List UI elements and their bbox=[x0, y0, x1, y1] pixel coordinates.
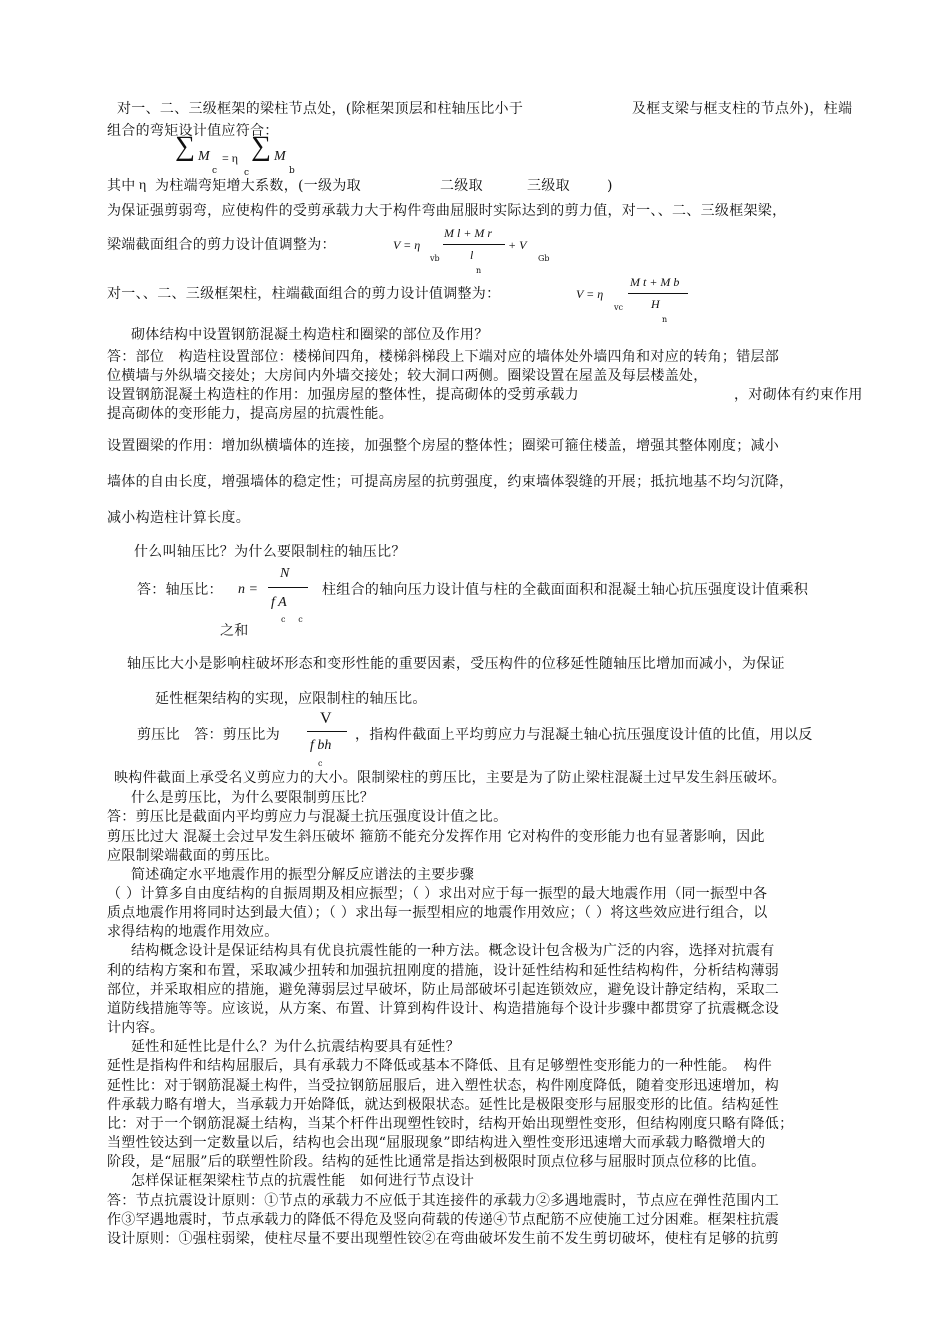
formula-subscript: c bbox=[318, 759, 323, 768]
formula-denominator: f bh bbox=[310, 738, 332, 753]
fraction-bar bbox=[443, 244, 505, 245]
formula-symbol: V = η bbox=[576, 287, 604, 301]
text-line: 道防线措施等等。应该说，从方案、布置、计算到构件设计、构造措施每个设计步骤中都贯穿了抗震概念设 bbox=[107, 1001, 780, 1017]
text-line: 梁端截面组合的剪力设计值调整为： bbox=[107, 237, 336, 253]
fraction-bar bbox=[307, 731, 347, 732]
fraction-bar bbox=[628, 293, 688, 294]
formula-subscript: c bbox=[212, 166, 218, 176]
formula-subscript: Gb bbox=[538, 254, 550, 263]
text-line: 对一、、二、三级框架柱，柱端截面组合的剪力设计值调整为： bbox=[107, 286, 501, 302]
text-line: 应限制梁端截面的剪压比。 bbox=[107, 848, 279, 864]
text-line: 答：部位 构造柱设置部位：楼梯间四角，楼梯斜梯段上下端对应的墙体处外墙四角和对应的转角；错层部 bbox=[107, 349, 780, 365]
formula-subscript: n bbox=[662, 315, 668, 324]
formula-symbol: M bbox=[198, 149, 210, 164]
text-line: 剪压比过大 混凝土会过早发生斜压破坏 箍筋不能充分发挥作用 它对构件的变形能力也有显著影响，因此 bbox=[107, 829, 765, 845]
text-line: 利的结构方案和布置，采取减少扭转和加强抗扭刚度的措施，设计延性结构和延性结构构件，分析结构薄弱 bbox=[107, 963, 780, 979]
text-line: 墙体的自由长度，增强墙体的稳定性；可提高房屋的抗剪强度，约束墙体裂缝的开展；抵抗地基不均匀沉降， bbox=[107, 474, 794, 490]
text-line: 提高砌体的变形能力，提高房屋的抗震性能。 bbox=[107, 406, 393, 422]
question-heading: 砌体结构中设置钢筋混凝土构造柱和圈梁的部位及作用？ bbox=[131, 327, 489, 343]
text-line: ) bbox=[607, 178, 613, 194]
sum-symbol: ∑ bbox=[175, 131, 195, 162]
text-line: 对一、二、三级框架的梁柱节点处，(除框架顶层和柱轴压比小于 bbox=[117, 101, 524, 117]
text-line: 件承载力略有增大，当承载力开始降低，就达到极限状态。延性比是极限变形与屈服变形的比值。结构延性 bbox=[107, 1097, 780, 1113]
text-line: 位横墙与外纵墙交接处；大房间内外墙交接处；较大洞口两侧。圈梁设置在屋盖及每层楼盖处， bbox=[107, 368, 708, 384]
text-line: 阶段，是“屈服”后的联塑性阶段。结构的延性比通常是指达到极限时顶点位移与屈服时顶点位移的比值。 bbox=[107, 1154, 766, 1170]
text-line: 轴压比大小是影响柱破坏形态和变形性能的重要因素，受压构件的位移延性随轴压比增加而减小，为保证 bbox=[127, 656, 785, 672]
question-heading: 怎样保证框架梁柱节点的抗震性能 如何进行节点设计 bbox=[131, 1173, 475, 1189]
text-line: 设计原则：①强柱弱梁，使柱尽量不要出现塑性铰②在弯曲破坏发生前不发生剪切破坏，使柱有足够的抗剪 bbox=[107, 1231, 780, 1247]
text-line: 答：节点抗震设计原则：①节点的承载力不应低于其连接件的承载力②多遇地震时，节点应在弹性范围内工 bbox=[107, 1193, 780, 1209]
text-line: 质点地震作用将同时达到最大值）；（ ）求出每一振型相应的地震作用效应；（ ）将这些效应进行组合，以 bbox=[107, 905, 768, 921]
text-line: 答：剪压比是截面内平均剪应力与混凝土抗压强度设计值之比。 bbox=[107, 809, 508, 825]
text-line: 比：对于一个钢筋混凝土结构，当某个杆件出现塑性铰时，结构开始出现塑性变形，但结构刚度只略有降低； bbox=[107, 1116, 794, 1132]
text-line: 及框支梁与框支柱的节点外)，柱端 bbox=[632, 101, 853, 117]
text-line: 作③罕遇地震时，节点承载力的降低不得危及竖向荷载的传递④节点配筋不应使施工过分困难。框架柱抗震 bbox=[107, 1212, 780, 1228]
text-line: 求得结构的地震作用效应。 bbox=[107, 924, 279, 940]
text-line: 映构件截面上承受名义剪应力的大小。限制梁柱的剪压比，主要是为了防止梁柱混凝土过早发生斜压破坏。 bbox=[114, 770, 787, 786]
question-heading: 简述确定水平地震作用的振型分解反应谱法的主要步骤 bbox=[131, 867, 475, 883]
formula-subscript: c c bbox=[281, 615, 303, 624]
text-line: 答：轴压比： bbox=[137, 582, 223, 598]
formula-symbol: M bbox=[274, 149, 286, 164]
text-line: 三级取 bbox=[527, 178, 570, 194]
text-line: ，指构件截面上平均剪应力与混凝土轴心抗压强度设计值的比值，用以反 bbox=[355, 727, 813, 743]
text-line: 柱组合的轴向压力设计值与柱的全截面面积和混凝土轴心抗压强度设计值乘积 bbox=[322, 582, 809, 598]
text-line: 为柱端弯矩增大系数，(一级为取 bbox=[155, 178, 361, 194]
text-line: 部位，并采取相应的措施，避免薄弱层过早破坏，防止局部破坏引起连锁效应，避免设计静定结构，采取二 bbox=[107, 982, 780, 998]
fraction-bar bbox=[268, 587, 308, 588]
formula-subscript: vc bbox=[614, 303, 623, 312]
text-line: 其中 bbox=[107, 178, 136, 194]
sum-symbol: ∑ bbox=[251, 131, 271, 162]
text-line: 为保证强剪弱弯，应使构件的受剪承载力大于构件弯曲屈服时实际达到的剪力值，对一、、二、三级框架梁， bbox=[107, 203, 787, 219]
text-line: 组合的弯矩设计值应符合： bbox=[107, 123, 279, 139]
question-heading: 延性和延性比是什么？为什么抗震结构要具有延性？ bbox=[131, 1039, 460, 1055]
formula-numerator: M l + M r bbox=[444, 226, 493, 240]
question-heading: 什么叫轴压比？为什么要限制柱的轴压比？ bbox=[134, 544, 406, 560]
text-line: （ ）计算多自由度结构的自振周期及相应振型；（ ）求出对应于每一振型的最大地震作用（同一振型中各 bbox=[107, 886, 768, 902]
text-line: 计内容。 bbox=[107, 1020, 165, 1036]
formula-denominator: f A bbox=[271, 595, 287, 610]
text-line: 设置钢筋混凝土构造柱的作用：加强房屋的整体性，提高砌体的受剪承载力 bbox=[107, 387, 579, 403]
formula-denominator: H bbox=[651, 297, 660, 311]
text-line: 结构概念设计是保证结构具有优良抗震性能的一种方法。概念设计包含极为广泛的内容，选择对抗震有 bbox=[131, 943, 775, 959]
formula-denominator: l bbox=[470, 248, 474, 262]
text-line: 剪压比 答：剪压比为 bbox=[137, 727, 280, 743]
formula-subscript: c bbox=[244, 168, 250, 178]
formula-numerator: V bbox=[320, 710, 332, 727]
formula-symbol: n = bbox=[238, 582, 258, 597]
text-line: 当塑性铰达到一定数量以后，结构也会出现“屈服现象”即结构进入塑性变形迅速增大而承载力略微增大的 bbox=[107, 1135, 766, 1151]
formula-subscript: n bbox=[476, 266, 482, 275]
text-line: 设置圈梁的作用：增加纵横墙体的连接，加强整个房屋的整体性；圈梁可箍住楼盖，增强其整体刚度；减小 bbox=[107, 438, 780, 454]
text-line: 延性比：对于钢筋混凝土构件，当受拉钢筋屈服后，进入塑性状态，构件刚度降低，随着变形迅速增加，构 bbox=[107, 1078, 780, 1094]
formula-symbol: + V bbox=[508, 238, 527, 252]
eta-symbol: η bbox=[139, 178, 147, 193]
formula-subscript: b bbox=[289, 166, 295, 176]
text-line: ，对砌体有约束作用 bbox=[734, 387, 863, 403]
formula-symbol: V = η bbox=[393, 238, 421, 252]
text-line: 二级取 bbox=[440, 178, 483, 194]
formula-symbol: = η bbox=[222, 151, 239, 165]
text-line: 延性框架结构的实现，应限制柱的轴压比。 bbox=[155, 691, 427, 707]
text-line: 减小构造柱计算长度。 bbox=[107, 510, 250, 526]
formula-subscript: vb bbox=[430, 254, 440, 263]
text-line: 之和 bbox=[220, 623, 249, 639]
text-line: 延性是指构件和结构屈服后，具有承载力不降低或基本不降低、且有足够塑性变形能力的一种性能。 构件 bbox=[107, 1058, 773, 1074]
question-heading: 什么是剪压比，为什么要限制剪压比？ bbox=[131, 790, 375, 806]
formula-numerator: M t + M b bbox=[630, 275, 680, 289]
formula-numerator: N bbox=[280, 566, 290, 581]
